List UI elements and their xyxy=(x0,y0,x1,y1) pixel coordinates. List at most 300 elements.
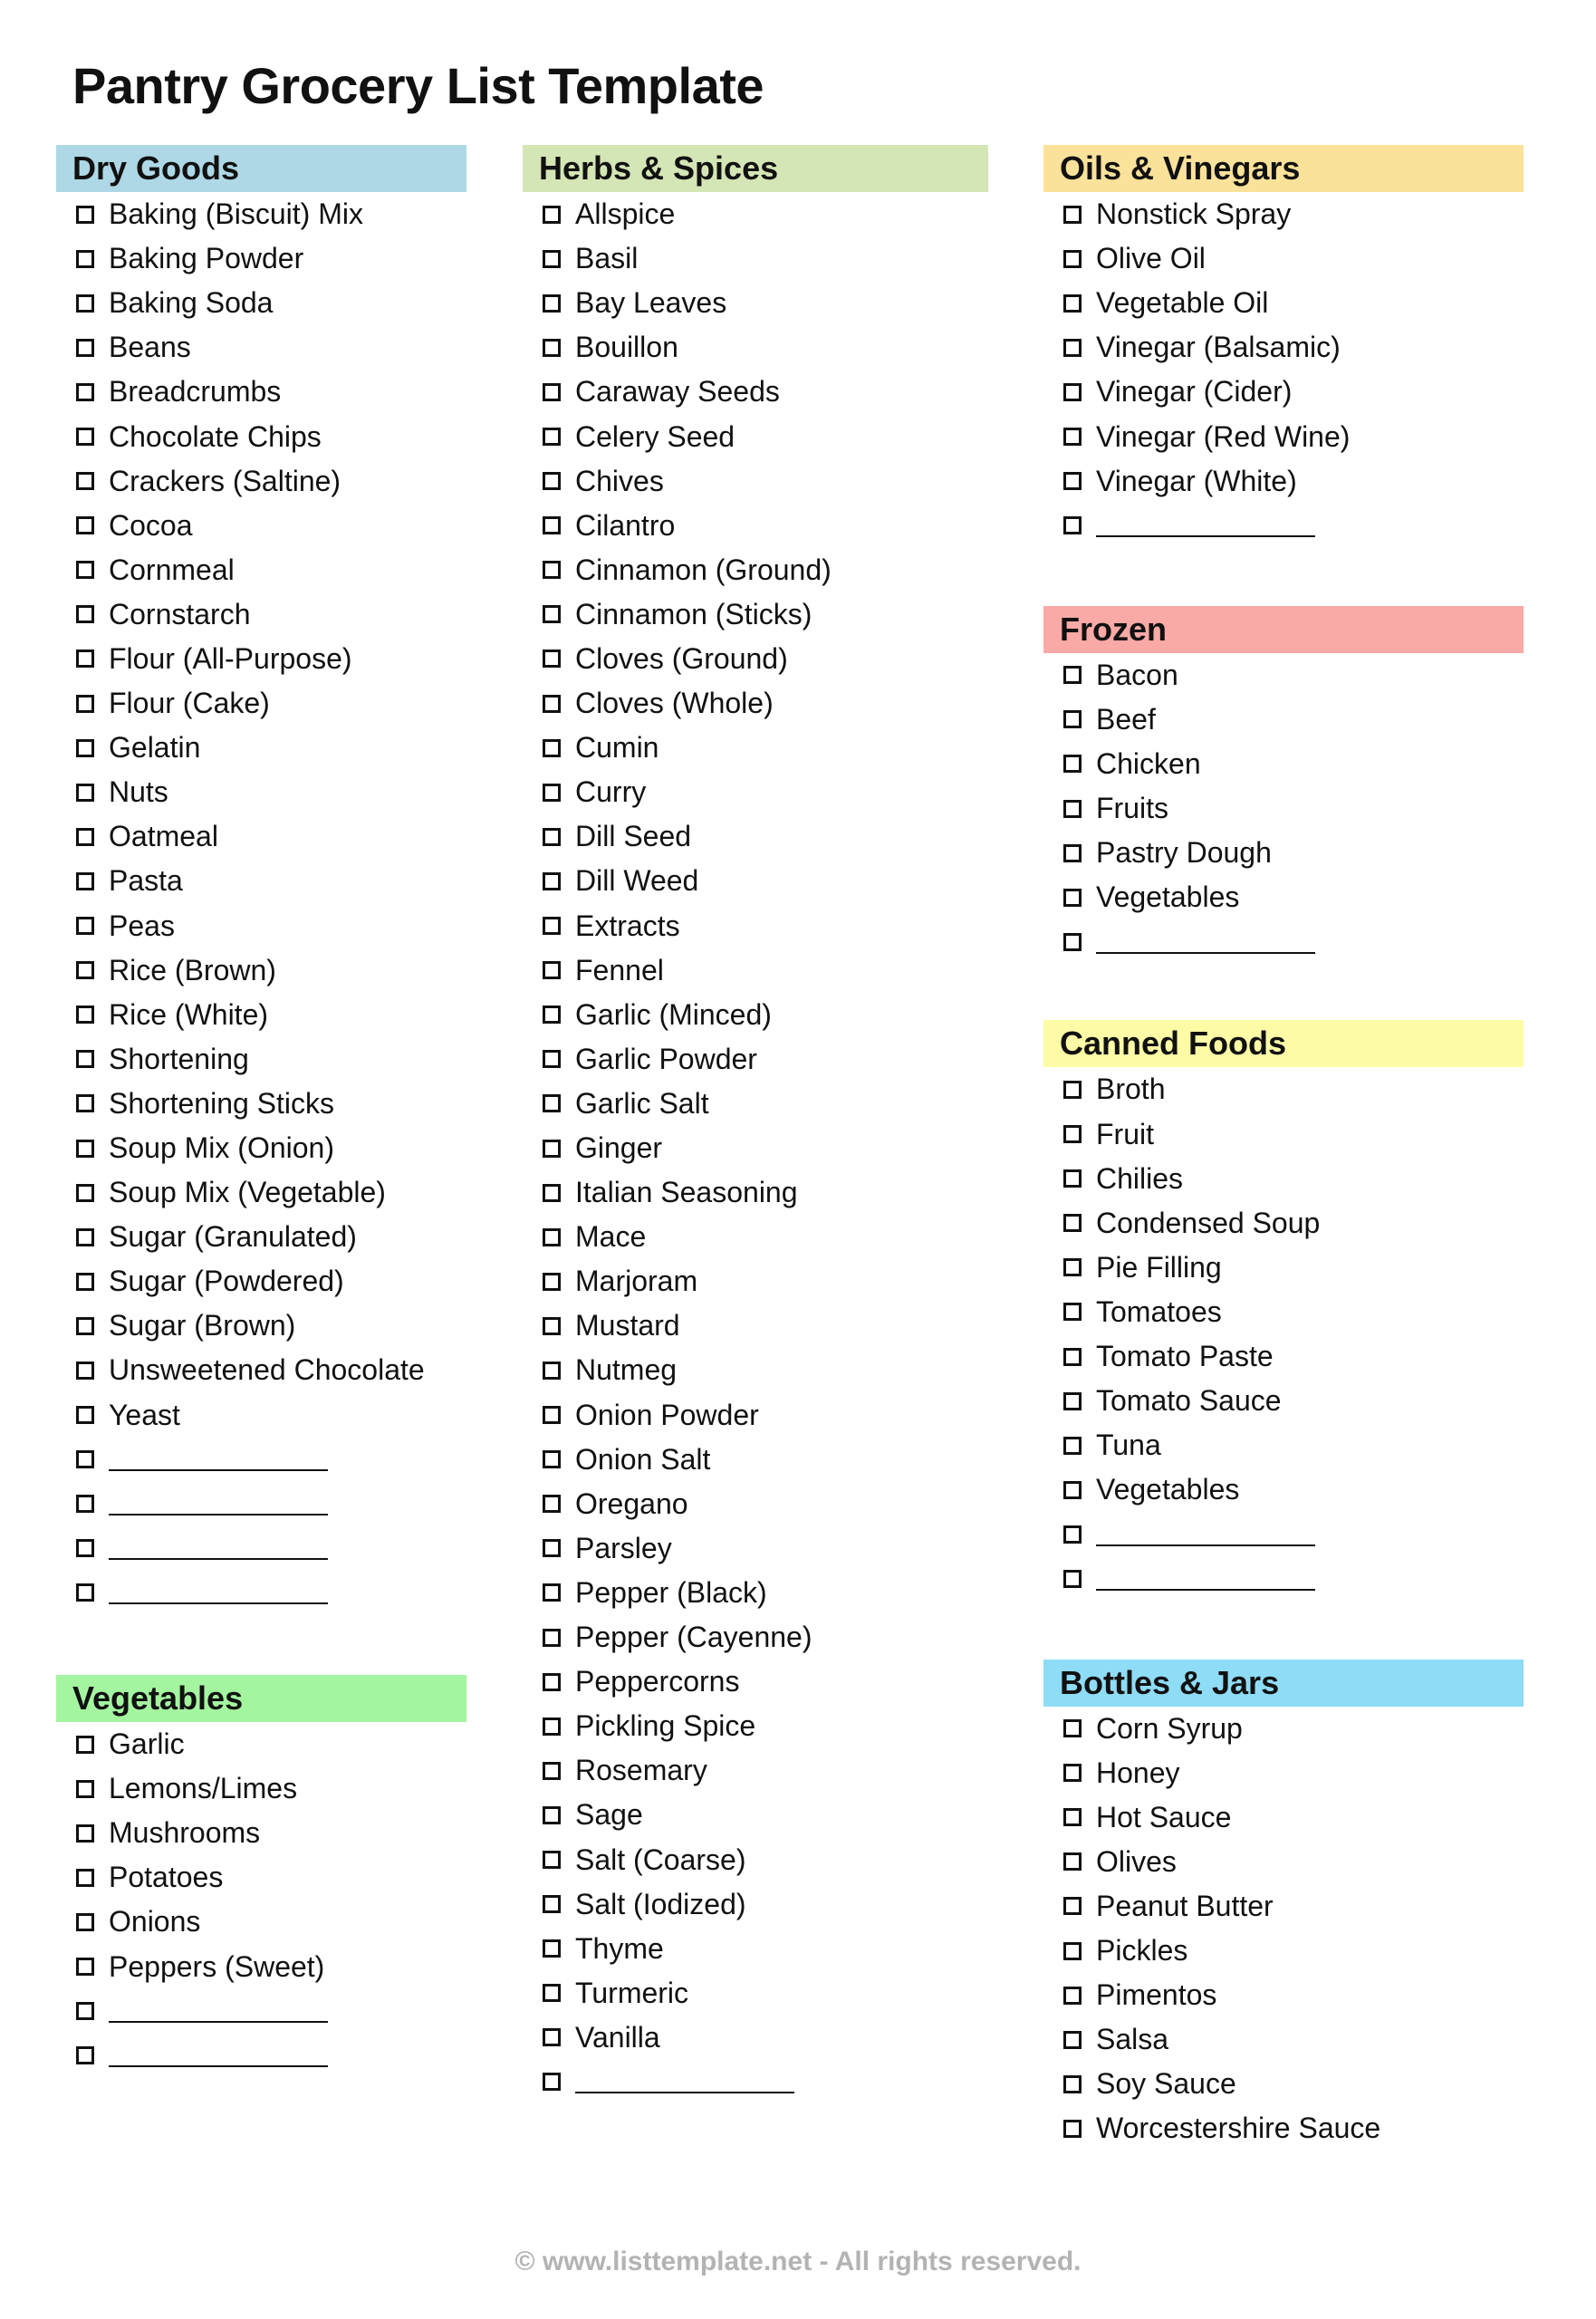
item-label: Yeast xyxy=(109,1398,180,1431)
checkbox[interactable] xyxy=(1063,206,1082,224)
item-label: Italian Seasoning xyxy=(575,1176,798,1209)
item-label: Cloves (Whole) xyxy=(575,687,774,720)
item-label: Shortening xyxy=(109,1042,249,1075)
frozen-list xyxy=(1043,653,1524,965)
checkbox[interactable] xyxy=(543,1184,561,1202)
checkbox[interactable] xyxy=(76,605,94,623)
checkbox[interactable] xyxy=(543,206,561,224)
item-label: Curry xyxy=(575,775,647,809)
item-label: Peanut Butter xyxy=(1096,1889,1274,1922)
checkbox[interactable] xyxy=(543,472,561,490)
checkbox[interactable] xyxy=(1063,2075,1082,2093)
checklist-item xyxy=(523,859,988,903)
canned-foods-list xyxy=(1043,1067,1524,1601)
item-label: Garlic (Minced) xyxy=(575,997,772,1031)
item-label: Nuts xyxy=(109,775,168,809)
item-label: Bay Leaves xyxy=(575,286,727,320)
checklist-item xyxy=(56,1304,466,1348)
item-label: Hot Sauce xyxy=(1096,1800,1232,1833)
checklist-item xyxy=(1043,236,1524,281)
checklist-item xyxy=(523,726,988,770)
item-label: Beef xyxy=(1096,702,1156,736)
checklist-item xyxy=(523,1793,988,1837)
checkbox[interactable] xyxy=(1063,800,1082,818)
item-label: Fennel xyxy=(575,953,664,986)
checklist-item xyxy=(56,192,466,236)
checkbox[interactable] xyxy=(76,784,94,802)
checklist-item xyxy=(1043,192,1524,236)
checkbox[interactable] xyxy=(76,917,94,935)
checkbox[interactable] xyxy=(1063,2031,1082,2049)
checkbox[interactable] xyxy=(76,1094,94,1112)
checkbox[interactable] xyxy=(543,1362,561,1380)
checkbox[interactable] xyxy=(1063,710,1082,728)
item-label: Gelatin xyxy=(109,731,201,765)
checklist-item xyxy=(523,1215,988,1259)
checklist-item xyxy=(1043,2106,1524,2151)
checkbox[interactable] xyxy=(76,1495,94,1513)
checklist-item xyxy=(56,236,466,281)
checkbox[interactable] xyxy=(543,1895,561,1913)
checklist-item xyxy=(523,459,988,504)
item-label: Corn Syrup xyxy=(1096,1711,1243,1745)
checkbox[interactable] xyxy=(543,250,561,268)
checkbox[interactable] xyxy=(76,872,94,890)
checkbox[interactable] xyxy=(543,1939,561,1958)
item-label: Chives xyxy=(575,464,664,497)
item-label: Mustard xyxy=(575,1309,680,1342)
checkbox[interactable] xyxy=(543,1273,561,1291)
item-label: Celery Seed xyxy=(575,419,736,453)
checkbox[interactable] xyxy=(1063,1481,1082,1499)
item-label: Broth xyxy=(1096,1073,1166,1106)
checkbox[interactable] xyxy=(543,872,561,890)
checklist-item xyxy=(523,281,988,325)
item-label: Nutmeg xyxy=(575,1353,678,1387)
checkbox[interactable] xyxy=(543,739,561,757)
item-label: Vinegar (White) xyxy=(1096,464,1297,497)
checkbox[interactable] xyxy=(76,250,94,268)
checklist-item xyxy=(523,681,988,726)
checklist-item xyxy=(523,1748,988,1793)
checkbox[interactable] xyxy=(76,1736,94,1754)
checklist-item xyxy=(56,1082,466,1126)
checkbox[interactable] xyxy=(1063,1081,1082,1099)
section-header-herbs-spices: Herbs & Spices xyxy=(523,145,988,192)
checklist-item xyxy=(523,1526,988,1571)
checkbox[interactable] xyxy=(76,1780,94,1798)
blank-checklist-item xyxy=(56,1526,466,1571)
checkbox[interactable] xyxy=(76,1184,94,1202)
checklist-item xyxy=(56,1722,466,1766)
item-label: Fruits xyxy=(1096,792,1168,825)
checkbox[interactable] xyxy=(76,739,94,757)
item-label: Baking (Biscuit) Mix xyxy=(109,197,363,231)
item-label: Rice (Brown) xyxy=(109,953,276,986)
checklist-item xyxy=(523,592,988,637)
checklist-item xyxy=(1043,414,1524,458)
checkbox[interactable] xyxy=(543,516,561,534)
checkbox[interactable] xyxy=(76,1050,94,1068)
item-label: Garlic xyxy=(109,1727,185,1761)
checkbox[interactable] xyxy=(76,828,94,846)
checkbox[interactable] xyxy=(1063,339,1082,357)
checkbox[interactable] xyxy=(1063,1897,1082,1915)
item-label: Soup Mix (Onion) xyxy=(109,1131,334,1165)
item-label: Cumin xyxy=(575,731,659,765)
checkbox[interactable] xyxy=(543,1317,561,1335)
checkbox[interactable] xyxy=(1063,933,1082,951)
checklist-item xyxy=(523,1037,988,1082)
checklist-item xyxy=(1043,742,1524,786)
blank-checklist-item xyxy=(1043,504,1524,548)
checklist-item xyxy=(56,504,466,548)
item-label: Allspice xyxy=(575,197,676,231)
checklist-item xyxy=(1043,1246,1524,1290)
item-label: Peppers (Sweet) xyxy=(109,1949,325,1983)
item-label: Sage xyxy=(575,1798,643,1832)
item-label: Cinnamon (Ground) xyxy=(575,553,832,586)
checkbox[interactable] xyxy=(543,1495,561,1513)
checkbox[interactable] xyxy=(543,339,561,357)
checkbox[interactable] xyxy=(76,516,94,534)
write-in-line[interactable] xyxy=(109,1469,328,1471)
checklist-item xyxy=(56,1393,466,1438)
checkbox[interactable] xyxy=(543,294,561,313)
item-label: Bacon xyxy=(1096,658,1178,691)
item-label: Soup Mix (Vegetable) xyxy=(109,1176,386,1209)
checkbox[interactable] xyxy=(543,1006,561,1024)
item-label: Onion Powder xyxy=(575,1398,759,1431)
checklist-item xyxy=(56,370,466,414)
checkbox[interactable] xyxy=(1063,844,1082,862)
write-in-line[interactable] xyxy=(109,1558,328,1560)
item-label: Mushrooms xyxy=(109,1816,261,1850)
checkbox[interactable] xyxy=(543,561,561,579)
checkbox[interactable] xyxy=(76,1228,94,1246)
blank-checklist-item xyxy=(1043,1512,1524,1556)
checklist-item xyxy=(1043,1379,1524,1423)
checkbox[interactable] xyxy=(543,1050,561,1068)
item-label: Tuna xyxy=(1096,1429,1161,1462)
checklist-item xyxy=(523,192,988,236)
checklist-item xyxy=(1043,1290,1524,1334)
checkbox[interactable] xyxy=(76,1006,94,1024)
checklist-item xyxy=(56,459,466,504)
checklist-item xyxy=(523,1438,988,1482)
checkbox[interactable] xyxy=(543,784,561,802)
checkbox[interactable] xyxy=(1063,1303,1082,1321)
item-label: Vegetables xyxy=(1096,1473,1240,1506)
checklist-item xyxy=(1043,698,1524,742)
write-in-line[interactable] xyxy=(1096,1589,1315,1591)
checkbox[interactable] xyxy=(543,1094,561,1112)
item-label: Lemons/Limes xyxy=(109,1772,298,1805)
checkbox[interactable] xyxy=(76,1913,94,1931)
write-in-line[interactable] xyxy=(109,2021,328,2023)
checkbox[interactable] xyxy=(76,561,94,579)
checklist-item xyxy=(523,1482,988,1526)
checklist-item xyxy=(523,637,988,681)
checkbox[interactable] xyxy=(76,1317,94,1335)
write-in-line[interactable] xyxy=(1096,535,1315,537)
item-label: Parsley xyxy=(575,1531,672,1564)
checkbox[interactable] xyxy=(543,1762,561,1780)
checkbox[interactable] xyxy=(543,1406,561,1424)
checkbox[interactable] xyxy=(1063,1125,1082,1143)
checklist-item xyxy=(523,1971,988,2016)
item-label: Breadcrumbs xyxy=(109,375,282,409)
checklist-item xyxy=(1043,281,1524,325)
checkbox[interactable] xyxy=(543,1673,561,1691)
checklist-item xyxy=(56,414,466,458)
write-in-line[interactable] xyxy=(1096,1544,1315,1546)
checklist-item xyxy=(523,548,988,592)
checklist-item xyxy=(56,1766,466,1811)
write-in-line[interactable] xyxy=(575,2092,794,2093)
checklist-item xyxy=(56,1900,466,1944)
checkbox[interactable] xyxy=(76,339,94,357)
checkbox[interactable] xyxy=(76,695,94,713)
checkbox[interactable] xyxy=(543,1583,561,1602)
checkbox[interactable] xyxy=(76,1450,94,1468)
checklist-item xyxy=(1043,1067,1524,1111)
item-label: Vegetable Oil xyxy=(1096,286,1269,320)
checkbox[interactable] xyxy=(543,2028,561,2046)
checkbox[interactable] xyxy=(543,1851,561,1869)
bottles-jars-list xyxy=(1043,1707,1524,2151)
checklist-item xyxy=(1043,1929,1524,1973)
section-header-oils-vinegars: Oils & Vinegars xyxy=(1043,145,1524,192)
checklist-item xyxy=(56,1259,466,1304)
checkbox[interactable] xyxy=(76,383,94,401)
item-label: Peppercorns xyxy=(575,1665,740,1698)
checkbox[interactable] xyxy=(543,695,561,713)
checklist-item xyxy=(1043,1795,1524,1840)
checkbox[interactable] xyxy=(1063,1987,1082,2005)
checklist-item xyxy=(523,1304,988,1348)
item-label: Bouillon xyxy=(575,331,678,364)
checkbox[interactable] xyxy=(543,1718,561,1736)
item-label: Olives xyxy=(1096,1844,1177,1878)
checklist-item xyxy=(56,1944,466,1988)
section-vegetables xyxy=(56,1675,466,2078)
section-header-dry-goods: Dry Goods xyxy=(56,145,466,192)
checkbox[interactable] xyxy=(76,1824,94,1843)
checkbox[interactable] xyxy=(543,961,561,979)
checkbox[interactable] xyxy=(76,1362,94,1380)
checklist-item xyxy=(1043,1751,1524,1795)
checkbox[interactable] xyxy=(76,294,94,313)
item-label: Cornstarch xyxy=(109,597,251,630)
item-label: Vinegar (Balsamic) xyxy=(1096,331,1341,364)
section-oils-vinegars xyxy=(1043,145,1524,548)
checkbox[interactable] xyxy=(543,917,561,935)
write-in-line[interactable] xyxy=(109,1602,328,1604)
checkbox[interactable] xyxy=(76,1140,94,1158)
checkbox[interactable] xyxy=(1063,1392,1082,1410)
checkbox[interactable] xyxy=(543,650,561,668)
item-label: Cilantro xyxy=(575,508,676,542)
checkbox[interactable] xyxy=(76,1869,94,1887)
checkbox[interactable] xyxy=(1063,1942,1082,1960)
item-label: Pasta xyxy=(109,864,183,898)
checklist-item xyxy=(523,414,988,458)
checkbox[interactable] xyxy=(1063,1852,1082,1871)
checkbox[interactable] xyxy=(1063,1525,1082,1544)
checklist-item xyxy=(56,1037,466,1082)
section-header-bottles-jars: Bottles & Jars xyxy=(1043,1660,1524,1707)
checkbox[interactable] xyxy=(543,828,561,846)
checkbox[interactable] xyxy=(76,428,94,446)
item-label: Pimentos xyxy=(1096,1978,1217,2012)
item-label: Vegetables xyxy=(1096,880,1240,914)
item-label: Caraway Seeds xyxy=(575,375,780,409)
checklist-item xyxy=(523,370,988,414)
checklist-item xyxy=(56,548,466,592)
checkbox[interactable] xyxy=(76,1583,94,1602)
checklist-item xyxy=(523,1660,988,1704)
item-label: Beans xyxy=(109,331,191,364)
checkbox[interactable] xyxy=(1063,1214,1082,1232)
checklist-item xyxy=(523,236,988,281)
section-canned-foods xyxy=(1043,1020,1524,1601)
checkbox[interactable] xyxy=(1063,472,1082,490)
item-label: Onions xyxy=(109,1905,201,1939)
checkbox[interactable] xyxy=(76,1406,94,1424)
checklist-item xyxy=(523,1837,988,1881)
checkbox[interactable] xyxy=(1063,1808,1082,1826)
item-label: Cinnamon (Sticks) xyxy=(575,597,812,630)
checklist-item xyxy=(1043,1423,1524,1467)
checklist-item xyxy=(56,1170,466,1215)
checklist-item xyxy=(1043,786,1524,831)
item-label: Oregano xyxy=(575,1487,688,1520)
checklist-item xyxy=(1043,1112,1524,1157)
checkbox[interactable] xyxy=(1063,1169,1082,1188)
checkbox[interactable] xyxy=(1063,383,1082,401)
checkbox[interactable] xyxy=(543,1228,561,1246)
checklist-item xyxy=(1043,1840,1524,1884)
checkbox[interactable] xyxy=(1063,755,1082,773)
checklist-item xyxy=(523,1170,988,1215)
checkbox[interactable] xyxy=(543,2073,561,2091)
item-label: Mace xyxy=(575,1220,647,1254)
checkbox[interactable] xyxy=(1063,1348,1082,1366)
checkbox[interactable] xyxy=(1063,294,1082,313)
checkbox[interactable] xyxy=(76,650,94,668)
item-label: Rice (White) xyxy=(109,997,269,1031)
checkbox[interactable] xyxy=(543,1140,561,1158)
checkbox[interactable] xyxy=(1063,516,1082,534)
checklist-item xyxy=(1043,2017,1524,2062)
checklist-item xyxy=(56,1126,466,1170)
item-label: Fruit xyxy=(1096,1117,1154,1150)
checkbox[interactable] xyxy=(543,1539,561,1557)
item-label: Garlic Powder xyxy=(575,1042,757,1075)
checklist-item xyxy=(56,281,466,325)
checklist-item xyxy=(1043,1334,1524,1379)
item-label: Sugar (Powdered) xyxy=(109,1265,344,1298)
write-in-line[interactable] xyxy=(109,1514,328,1516)
checklist-item xyxy=(523,993,988,1037)
checklist-item xyxy=(1043,1884,1524,1929)
checklist-item xyxy=(523,770,988,814)
checklist-item xyxy=(1043,459,1524,504)
checkbox[interactable] xyxy=(1063,1570,1082,1588)
checkbox[interactable] xyxy=(543,383,561,401)
section-header-frozen: Frozen xyxy=(1043,606,1524,653)
checkbox[interactable] xyxy=(1063,1764,1082,1782)
item-label: Nonstick Spray xyxy=(1096,197,1292,231)
checklist-item xyxy=(523,1927,988,1971)
section-bottles-jars xyxy=(1043,1660,1524,2151)
checkbox[interactable] xyxy=(76,1273,94,1291)
blank-checklist-item xyxy=(1043,919,1524,964)
write-in-line[interactable] xyxy=(1096,952,1315,954)
checkbox[interactable] xyxy=(543,1806,561,1824)
checklist-item xyxy=(1043,370,1524,414)
checklist-item xyxy=(56,325,466,370)
checkbox[interactable] xyxy=(76,1539,94,1557)
write-in-line[interactable] xyxy=(109,2065,328,2067)
checkbox[interactable] xyxy=(76,2046,94,2064)
checklist-item xyxy=(523,1393,988,1438)
checkbox[interactable] xyxy=(543,1450,561,1468)
checkbox[interactable] xyxy=(1063,2120,1082,2138)
checkbox[interactable] xyxy=(76,206,94,224)
checklist-item xyxy=(1043,325,1524,370)
checklist-item xyxy=(523,1126,988,1170)
checkbox[interactable] xyxy=(76,961,94,979)
checkbox[interactable] xyxy=(543,1629,561,1647)
checkbox[interactable] xyxy=(543,1984,561,2002)
section-frozen xyxy=(1043,606,1524,965)
checklist-item xyxy=(56,1811,466,1855)
checkbox[interactable] xyxy=(1063,250,1082,268)
item-label: Salt (Coarse) xyxy=(575,1843,746,1876)
checkbox[interactable] xyxy=(543,605,561,623)
item-label: Tomato Sauce xyxy=(1096,1384,1282,1418)
item-label: Vinegar (Cider) xyxy=(1096,375,1293,409)
checkbox[interactable] xyxy=(1063,1719,1082,1737)
checkbox[interactable] xyxy=(76,472,94,490)
item-label: Rosemary xyxy=(575,1754,707,1787)
checkbox[interactable] xyxy=(1063,889,1082,907)
item-label: Flour (All-Purpose) xyxy=(109,641,352,675)
checklist-item xyxy=(523,1571,988,1615)
checklist-item xyxy=(56,1348,466,1392)
checklist-item xyxy=(56,770,466,814)
item-label: Salsa xyxy=(1096,2023,1169,2056)
checklist-item xyxy=(1043,1973,1524,2017)
checklist-item xyxy=(523,948,988,993)
checkbox[interactable] xyxy=(1063,428,1082,446)
checkbox[interactable] xyxy=(543,428,561,446)
checkbox[interactable] xyxy=(1063,1437,1082,1455)
blank-checklist-item xyxy=(56,1989,466,2034)
checkbox[interactable] xyxy=(1063,666,1082,684)
checkbox[interactable] xyxy=(76,1958,94,1976)
checkbox[interactable] xyxy=(76,2002,94,2020)
checklist-item xyxy=(1043,1157,1524,1201)
item-label: Honey xyxy=(1096,1756,1180,1789)
checkbox[interactable] xyxy=(1063,1258,1082,1276)
item-label: Pickles xyxy=(1096,1934,1188,1968)
column-left xyxy=(56,145,466,2078)
section-dry-goods xyxy=(56,145,466,1615)
checklist-item xyxy=(56,1215,466,1259)
